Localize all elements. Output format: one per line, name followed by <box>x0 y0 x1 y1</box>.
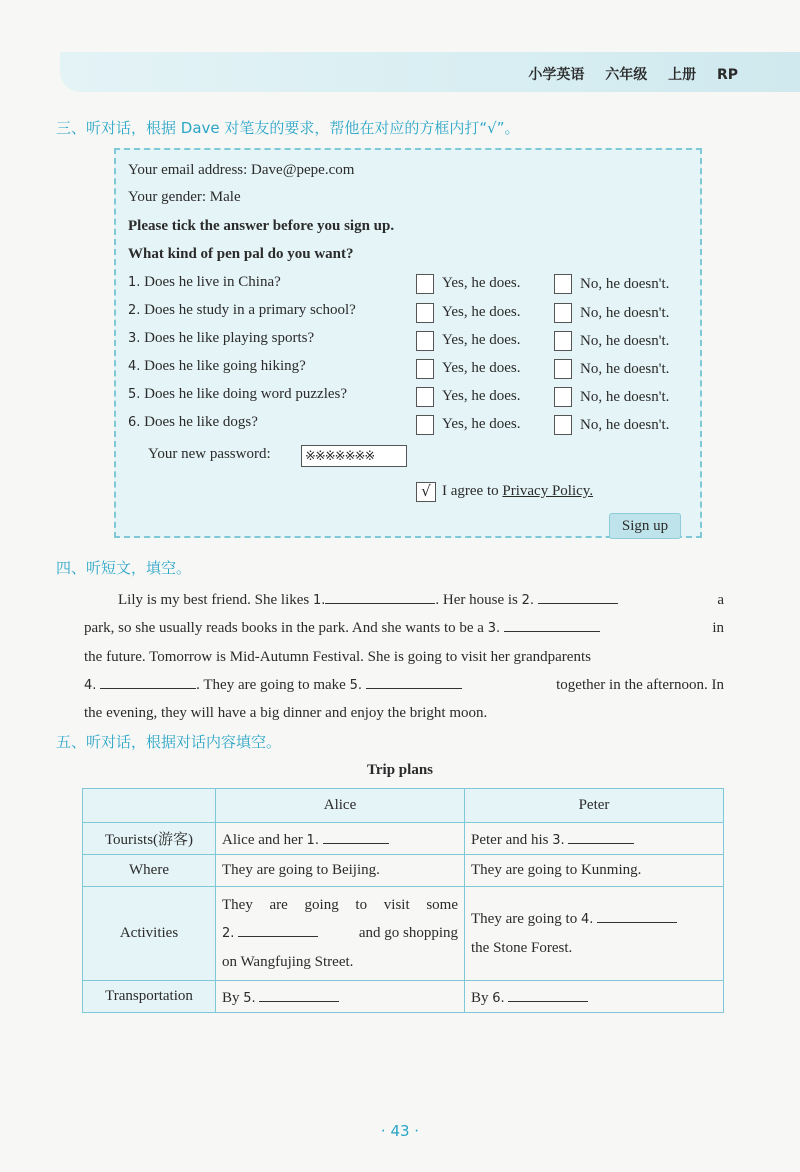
passage-text: Lily is my best friend. She likes <box>118 592 310 608</box>
question-row <box>128 358 306 375</box>
yes-checkbox[interactable] <box>416 415 434 435</box>
no-checkbox[interactable] <box>554 359 572 379</box>
row-header-tourists: Tourists(游客) <box>83 823 216 855</box>
table-cell <box>465 887 724 981</box>
answer-blank[interactable] <box>259 987 339 1002</box>
no-checkbox[interactable] <box>554 387 572 407</box>
yes-label: Yes, he does. <box>442 388 521 404</box>
blank-number: 5. <box>243 990 256 1006</box>
question-row <box>128 330 314 347</box>
table-cell: They are going to Kunming. <box>465 855 724 887</box>
table-cell <box>465 981 724 1013</box>
yes-checkbox[interactable] <box>416 274 434 294</box>
agree-prefix: I agree to <box>442 483 499 499</box>
section3-title: 三、听对话，根据 Dave 对笔友的要求，帮他在对应的方框内打“√”。 <box>56 119 520 137</box>
question-row <box>128 302 356 319</box>
blank-number: 1. <box>312 593 326 608</box>
answer-blank[interactable] <box>325 589 435 604</box>
yes-label: Yes, he does. <box>442 360 521 376</box>
answer-blank[interactable] <box>568 829 634 844</box>
yes-checkbox[interactable] <box>416 303 434 323</box>
question-text: Does he like doing word puzzles? <box>144 386 348 402</box>
no-checkbox[interactable] <box>554 303 572 323</box>
email-line: Your email address: Dave@pepe.com <box>128 162 355 178</box>
answer-blank[interactable] <box>538 589 618 604</box>
table-cell <box>465 823 724 855</box>
password-input[interactable]: ※※※※※※※ <box>301 445 407 467</box>
question-text: Does he like dogs? <box>144 414 258 430</box>
section5-title: 五、听对话，根据对话内容填空。 <box>56 733 282 751</box>
section4-passage <box>84 586 724 615</box>
header-edition: RP <box>716 67 738 83</box>
header-grade: 六年级 <box>605 67 648 83</box>
column-header-peter: Peter <box>465 789 724 823</box>
no-checkbox[interactable] <box>554 415 572 435</box>
section4-passage-line3: the future. Tomorrow is Mid-Autumn Festival. She is going to visit her grandparents <box>84 649 591 665</box>
yes-label: Yes, he does. <box>442 332 521 348</box>
question-number: 5. <box>128 387 141 402</box>
row-header-transportation: Transportation <box>83 981 216 1013</box>
no-label: No, he doesn't. <box>580 333 670 349</box>
password-label: Your new password: <box>148 446 271 462</box>
no-label: No, he doesn't. <box>580 389 670 405</box>
trip-plans-table <box>82 788 724 1013</box>
section4-passage-line4 <box>84 671 724 700</box>
blank-number: 2. <box>521 593 535 608</box>
pen-pal-form <box>114 148 702 538</box>
section4-passage-line5: the evening, they will have a big dinner and enjoy the bright moon. <box>84 705 488 721</box>
question-row <box>128 386 347 403</box>
passage-text: together in the afternoon. In <box>556 677 724 693</box>
cell-text: Alice and her <box>222 831 303 848</box>
header-subject: 小学英语 <box>528 67 585 83</box>
yes-label: Yes, he does. <box>442 304 521 320</box>
no-label: No, he doesn't. <box>580 276 670 292</box>
header-volume: 上册 <box>668 67 697 83</box>
blank-number: 4. <box>84 678 97 693</box>
table-cell <box>216 981 465 1013</box>
yes-checkbox[interactable] <box>416 331 434 351</box>
yes-label: Yes, he does. <box>442 275 521 291</box>
sign-up-button[interactable]: Sign up <box>609 513 681 539</box>
page-header <box>516 64 738 84</box>
table-cell <box>216 887 465 981</box>
privacy-policy-link[interactable]: Privacy Policy. <box>502 483 594 499</box>
blank-number: 5. <box>349 678 362 693</box>
blank-number: 4. <box>580 912 594 927</box>
blank-number: 2. <box>222 926 235 941</box>
corner-cell <box>83 789 216 823</box>
question-text: Does he live in China? <box>144 274 281 290</box>
question-row <box>128 414 258 431</box>
cell-text: and go shopping <box>358 925 458 941</box>
table-row <box>83 789 724 823</box>
no-label: No, he doesn't. <box>580 417 670 433</box>
yes-checkbox[interactable] <box>416 387 434 407</box>
no-checkbox[interactable] <box>554 331 572 351</box>
no-label: No, he doesn't. <box>580 361 670 377</box>
answer-blank[interactable] <box>504 617 600 632</box>
table-cell <box>216 823 465 855</box>
agree-line <box>442 483 593 500</box>
answer-blank[interactable] <box>366 674 462 689</box>
answer-blank[interactable] <box>597 908 677 923</box>
answer-blank[interactable] <box>323 829 389 844</box>
yes-checkbox[interactable] <box>416 359 434 379</box>
question-text: Does he like going hiking? <box>144 358 306 374</box>
form-question: What kind of pen pal do you want? <box>128 246 354 262</box>
row-header-activities: Activities <box>83 887 216 981</box>
question-number: 4. <box>128 359 141 374</box>
yes-label: Yes, he does. <box>442 416 521 432</box>
question-number: 3. <box>128 331 141 346</box>
passage-text: . Her house is <box>435 592 518 608</box>
table-cell: They are going to Beijing. <box>216 855 465 887</box>
no-checkbox[interactable] <box>554 274 572 294</box>
question-number: 2. <box>128 303 141 318</box>
answer-blank[interactable] <box>508 987 588 1002</box>
cell-text: on Wangfujing Street. <box>222 954 354 970</box>
passage-text: a <box>717 592 724 608</box>
answer-blank[interactable] <box>100 674 196 689</box>
row-header-where: Where <box>83 855 216 887</box>
blank-number: 3. <box>487 621 501 636</box>
table-row <box>83 823 724 855</box>
question-number: 1. <box>128 275 141 290</box>
passage-text: in <box>712 620 724 636</box>
page-number: · 43 · <box>380 1122 420 1140</box>
blank-number: 3. <box>552 832 565 848</box>
table-title: Trip plans <box>367 762 433 778</box>
cell-text: By <box>471 989 489 1006</box>
column-header-alice: Alice <box>216 789 465 823</box>
table-row <box>83 981 724 1013</box>
form-instruction: Please tick the answer before you sign up. <box>128 218 395 234</box>
gender-line: Your gender: Male <box>128 189 241 205</box>
section4-passage-line2 <box>84 614 724 643</box>
blank-number: 6. <box>492 990 505 1006</box>
cell-text: the Stone Forest. <box>471 940 573 956</box>
table-row <box>83 887 724 981</box>
answer-blank[interactable] <box>238 922 318 937</box>
question-text: Does he study in a primary school? <box>144 302 356 318</box>
cell-text: They are going to <box>471 911 578 927</box>
passage-text: . They are going to make <box>196 677 346 693</box>
no-label: No, he doesn't. <box>580 305 670 321</box>
passage-text: park, so she usually reads books in the park. And she wants to be a <box>84 620 484 636</box>
cell-text: Peter and his <box>471 831 549 848</box>
question-row <box>128 274 281 291</box>
section4-title: 四、听短文，填空。 <box>56 559 192 577</box>
table-row <box>83 855 724 887</box>
question-number: 6. <box>128 415 141 430</box>
cell-text: They are going to visit some <box>222 897 458 913</box>
cell-text: By <box>222 989 240 1006</box>
agree-checkbox[interactable]: √ <box>416 482 436 502</box>
blank-number: 1. <box>306 832 319 848</box>
question-text: Does he like playing sports? <box>144 330 315 346</box>
cell-line <box>222 919 458 948</box>
